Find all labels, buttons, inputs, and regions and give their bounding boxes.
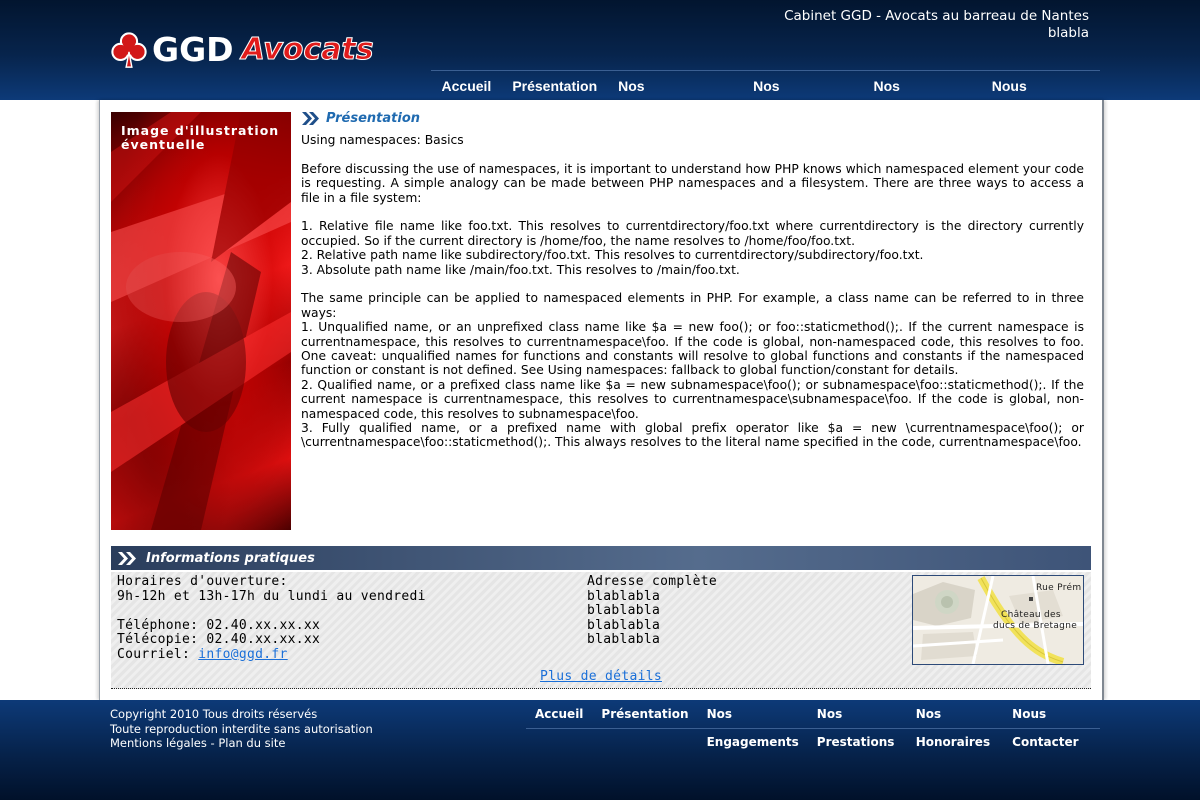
- address-line: blablabla: [587, 617, 661, 633]
- address-line: blablabla: [587, 588, 661, 604]
- footer-nav-honoraires[interactable]: Nos Honoraires: [915, 707, 991, 749]
- logo-tagword: Avocats: [241, 32, 374, 67]
- address-line: blablabla: [587, 632, 661, 647]
- article-paragraph: The same principle can be applied to namespaced elements in PHP. For example, a class name can be referred to in three ways:: [301, 291, 1084, 320]
- footer-nav-presentation[interactable]: Présentation: [601, 707, 689, 721]
- double-chevron-icon: [117, 551, 139, 566]
- info-header: [111, 546, 1091, 570]
- email-link[interactable]: info@ggd.fr: [198, 646, 288, 662]
- notice-text: Toute reproduction interdite sans autorisation: [110, 721, 373, 736]
- info-panel: [111, 572, 1091, 689]
- clover-icon: [110, 31, 148, 69]
- email-label: Courriel:: [117, 646, 199, 662]
- header-tagline: [784, 8, 1089, 42]
- article-subtitle: Using namespaces: Basics: [301, 133, 464, 147]
- nav-item-engagements[interactable]: Nos: [618, 78, 645, 94]
- fax-text: Télécopie: 02.40.xx.xx.xx: [117, 632, 321, 647]
- tagline-line: Cabinet GGD - Avocats au barreau de Nantes: [784, 8, 1089, 24]
- list-item: 3. Absolute path name like /main/foo.txt. This resolves to /main/foo.txt.: [301, 262, 740, 277]
- footer-links: [110, 736, 373, 751]
- illustration-texture: [111, 112, 291, 530]
- list-item: 3. Fully qualified name, or a prefixed name with global prefix operator like $a = new \currentnamespace\foo(); or \currentnamespace\foo::staticmethod();. This always resolves to the literal name specified in the code, currentnamespace\foo.: [301, 421, 1084, 450]
- map-graphic: [913, 576, 1083, 664]
- info-title: Informations pratiques: [146, 550, 315, 566]
- caption-line: éventuelle: [121, 137, 206, 152]
- list-item: 1. Relative file name like foo.txt. This resolves to currentdirectory/foo.txt where currentdirectory is the directory currently occupied. So if the current directory is /home/foo, the name resolves to /home/foo/foo.txt.: [301, 219, 1084, 248]
- list-item: 2. Relative path name like subdirectory/foo.txt. This resolves to currentdirectory/subdirectory/foo.txt.: [301, 248, 924, 263]
- map-street-label: Rue Prém: [1036, 583, 1082, 593]
- main-navigation: [431, 70, 1100, 101]
- sitemap-link[interactable]: Plan du site: [218, 736, 286, 751]
- more-details-link[interactable]: Plus de détails: [540, 669, 662, 684]
- phone-text: Téléphone: 02.40.xx.xx.xx: [117, 617, 321, 633]
- double-chevron-icon: [301, 111, 321, 126]
- tagline-line: blabla: [1047, 25, 1089, 41]
- footer-nav-prestations[interactable]: Nos Prestations: [816, 707, 895, 749]
- logo-brand: GGD: [152, 30, 234, 69]
- nav-item-accueil[interactable]: Accueil: [441, 78, 492, 94]
- nav-item-prestations[interactable]: Nos: [753, 78, 780, 94]
- nav-item-honoraires[interactable]: Nos: [873, 78, 900, 94]
- footer-info: [110, 707, 373, 751]
- caption-line: Image d'illustration: [121, 123, 280, 138]
- list-item: 2. Qualified name, or a prefixed class name like $a = new subnamespace\foo(); or subnamespace\foo::staticmethod();. If the current namespace is currentnamespace, this resolves to currentnamespace\subnamespace\foo. If the code is global, non-namespaced code, this resolves to subnamespace\foo.: [301, 377, 1084, 421]
- footer-separator: -: [206, 736, 219, 751]
- article-body: [301, 133, 1084, 450]
- nav-item-contact[interactable]: Nous: [991, 78, 1027, 94]
- section-title-text: Présentation: [326, 111, 421, 126]
- site-footer: [0, 700, 1200, 800]
- site-logo[interactable]: [110, 30, 374, 70]
- nav-item-presentation[interactable]: Présentation: [512, 78, 598, 94]
- address-block: [587, 575, 717, 648]
- illustration-caption: [121, 124, 279, 152]
- map-landmark-label: ducs de Bretagne: [993, 621, 1078, 631]
- list-item: 1. Unqualified name, or an unprefixed class name like $a = new foo(); or foo::staticmethod();. If the current namespace is currentnamespace, this resolves to currentnamespace\foo. If the code is global, non-namespaced code, this resolves to foo. One caveat: unqualified names for functions and constants will resolve to global functions and constants if the namespaced function or constant is not defined. See Using namespaces: fallback to global function/constant for details.: [301, 320, 1084, 378]
- article: [301, 110, 1084, 450]
- article-paragraph: Before discussing the use of namespaces, it is important to understand how PHP knows which namespaced element your code is requesting. A simple analogy can be made between PHP namespaces and a filesystem. There are three ways to access a file in a file system:: [301, 161, 1084, 205]
- copyright-text: Copyright 2010 Tous droits réservés: [110, 707, 318, 721]
- map-landmark-label: Château des: [1001, 610, 1061, 620]
- hours-label: Horaires d'ouverture:: [117, 574, 288, 589]
- footer-navigation: [526, 700, 1100, 749]
- hours-value: 9h-12h et 13h-17h du lundi au vendredi: [117, 588, 426, 604]
- legal-link[interactable]: Mentions légales: [110, 736, 207, 751]
- email-row: [117, 648, 426, 663]
- site-header: [0, 0, 1200, 100]
- location-map[interactable]: [912, 575, 1084, 665]
- footer-nav-engagements[interactable]: Nos Engagements: [706, 707, 799, 749]
- footer-nav-contact[interactable]: Nous Contacter: [1012, 707, 1079, 749]
- footer-nav-accueil[interactable]: Accueil: [535, 707, 584, 721]
- section-title: [301, 110, 1084, 127]
- illustration-image: [111, 112, 291, 530]
- spacer: [117, 604, 426, 619]
- address-label: Adresse complète: [587, 574, 718, 589]
- contact-block: [117, 575, 426, 662]
- address-line: blablabla: [587, 603, 661, 618]
- content-panel: [99, 100, 1104, 700]
